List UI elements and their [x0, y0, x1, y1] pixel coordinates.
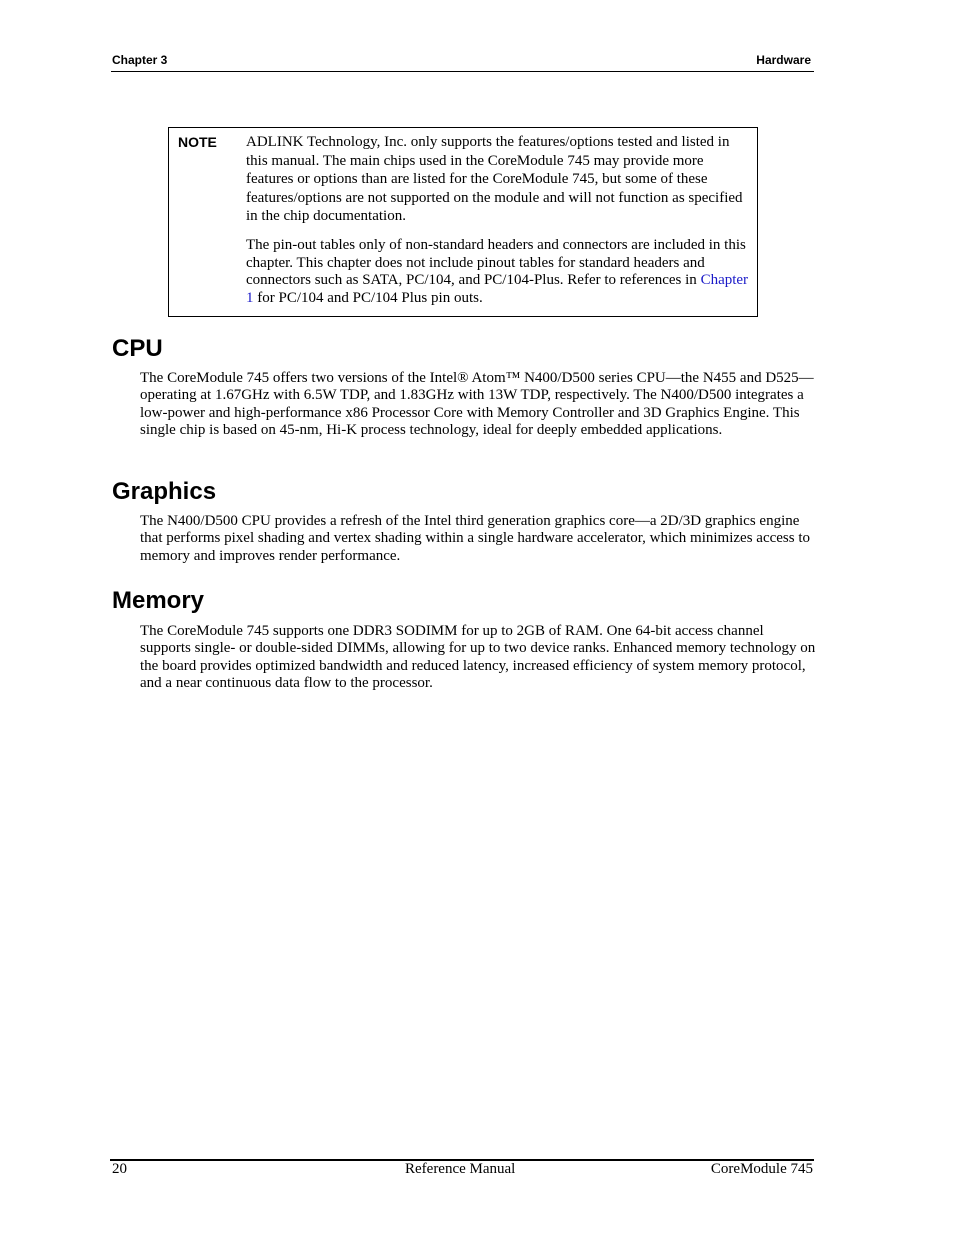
footer-product: CoreModule 745: [710, 1161, 813, 1177]
graphics-paragraph: The N400/D500 CPU provides a refresh of the Intel third generation graphics core—a 2D/3D graphics engine that performs pixel shading and vertex shading within a single hardware accelerator, which minimizes access to memory and improves render performance.: [140, 513, 811, 564]
note-paragraph-2-tail: for PC/104 and PC/104 Plus pin outs.: [253, 289, 483, 306]
note-label: NOTE: [178, 134, 217, 150]
note-box: [168, 127, 758, 317]
page-header: [111, 52, 814, 72]
cpu-paragraph: The CoreModule 745 offers two versions of the Intel® Atom™ N400/D500 series CPU—the N455 and D525—operating at 1.67GHz with 6.5W TDP, and 1.83GHz with 13W TDP, respectively. The N400/D500 integrates a low-power and high-performance x86 Processor Core with Memory Controller and 3D Graphics Engine. This single chip is based on 45-nm, Hi-K process technology, ideal for deeply embedded applications.: [140, 370, 814, 438]
memory-heading: Memory: [112, 587, 205, 614]
note-paragraph-2-text: The pin-out tables only of non-standard headers and connectors are included in this chapter. This chapter does not include pinout tables for standard headers and connectors such as SATA, PC/104, and PC/104-Plus. Refer to references in: [246, 237, 746, 288]
note-paragraph-2: [246, 237, 752, 307]
graphics-heading: Graphics: [112, 478, 217, 505]
header-chapter: Chapter 3: [112, 53, 168, 67]
note-paragraph-1: ADLINK Technology, Inc. only supports the features/options tested and listed in this manual. The main chips used in the CoreModule 745 may provide more features or options than are listed for the CoreModule 745, but some of these features/options are not supported on the module and will not function as specified in the chip documentation.: [246, 134, 743, 224]
chapter-1-link[interactable]: Chapter 1: [246, 272, 749, 306]
footer-title: Reference Manual: [405, 1161, 516, 1177]
cpu-heading: CPU: [112, 335, 163, 362]
memory-paragraph: The CoreModule 745 supports one DDR3 SODIMM for up to 2GB of RAM. One 64-bit access channel supports single- or double-sided DIMMs, allowing for up to two device ranks. Enhanced memory technology on the board provides optimized bandwidth and reduced latency, increased efficiency of system memory protocol, and a near continuous data flow to the processor.: [140, 623, 816, 691]
page-footer: [110, 1159, 814, 1181]
page-number: 20: [112, 1161, 127, 1177]
header-section: Hardware: [756, 53, 811, 67]
